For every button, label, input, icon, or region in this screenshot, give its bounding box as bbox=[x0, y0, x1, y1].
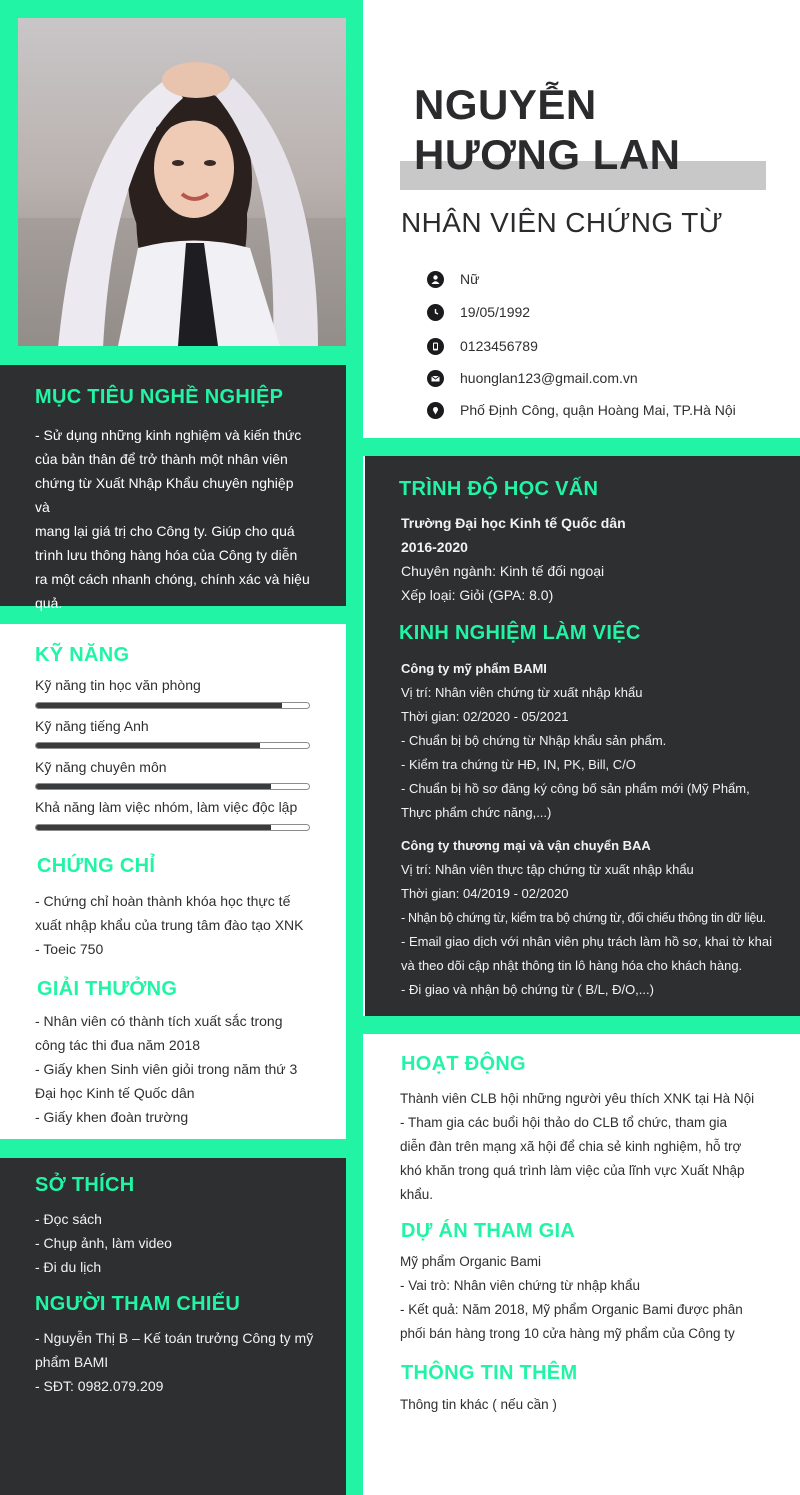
skills-title: KỸ NĂNG bbox=[35, 644, 130, 666]
name-heading bbox=[414, 80, 681, 180]
certificate-line: - Toeic 750 bbox=[35, 941, 104, 957]
career-goal-title: MỤC TIÊU NGHỀ NGHIỆP bbox=[35, 386, 284, 408]
hobby-line: - Đọc sách bbox=[35, 1211, 102, 1227]
skill-bar-fill bbox=[36, 784, 271, 789]
contact-phone-value: 0123456789 bbox=[460, 338, 538, 354]
skill-label: Kỹ năng tiếng Anh bbox=[35, 718, 149, 734]
activity-line: - Tham gia các buổi hội thảo do CLB tổ chức, tham gia bbox=[400, 1115, 727, 1130]
experience-line: Vị trí: Nhân viên chứng từ xuất nhập khẩu bbox=[401, 685, 643, 700]
contact-address-value: Phố Định Công, quận Hoàng Mai, TP.Hà Nội bbox=[460, 402, 736, 418]
reference-line: - Nguyễn Thị B – Kế toán trưởng Công ty mỹ bbox=[35, 1330, 314, 1346]
name-line-1: NGUYỄN bbox=[414, 81, 597, 128]
experience-job-1 bbox=[401, 657, 796, 825]
awards-title: GIẢI THƯỞNG bbox=[37, 978, 178, 1000]
right-divider-band-2 bbox=[363, 1016, 800, 1034]
mail-icon bbox=[427, 370, 444, 387]
experience-line: - Chuẩn bị hồ sơ đăng ký công bố sản phẩm mới (Mỹ Phẩm, bbox=[401, 781, 750, 796]
career-goal-line: - Sử dụng những kinh nghiệm và kiến thức bbox=[35, 427, 302, 443]
right-divider-band bbox=[363, 438, 800, 456]
experience-line: - Nhận bộ chứng từ, kiểm tra bộ chứng từ, đối chiếu thông tin dữ liệu. bbox=[401, 911, 766, 925]
hobbies-text bbox=[35, 1207, 172, 1279]
education-major: Chuyên ngành: Kinh tế đối ngoại bbox=[401, 563, 605, 579]
skill-label: Kỹ năng tin học văn phòng bbox=[35, 677, 201, 693]
contact-address bbox=[427, 399, 736, 421]
certificate-line: - Chứng chỉ hoàn thành khóa học thực tế bbox=[35, 893, 291, 909]
award-line: - Giấy khen Sinh viên giỏi trong năm thứ 3 bbox=[35, 1061, 298, 1077]
clock-icon bbox=[427, 304, 444, 321]
career-goal-line: của bản thân để trở thành một nhân viên bbox=[35, 451, 288, 467]
contact-gender bbox=[427, 268, 479, 290]
experience-line: Thời gian: 02/2020 - 05/2021 bbox=[401, 709, 569, 724]
experience-job-2 bbox=[401, 834, 798, 1002]
career-goal-line: trình lưu thông hàng hóa của Công ty diễn bbox=[35, 547, 298, 563]
reference-line: - SĐT: 0982.079.209 bbox=[35, 1378, 164, 1394]
skill-bar-fill bbox=[36, 703, 282, 708]
award-line: công tác thi đua năm 2018 bbox=[35, 1037, 201, 1053]
education-years: 2016-2020 bbox=[401, 539, 468, 555]
contact-email bbox=[427, 367, 638, 389]
activities-title: HOẠT ĐỘNG bbox=[401, 1053, 526, 1075]
references-title: NGƯỜI THAM CHIẾU bbox=[35, 1293, 241, 1315]
skill-bar-fill bbox=[36, 825, 271, 830]
activity-line: diễn đàn trên mạng xã hội để chia sẻ kinh nghiệm, hỗ trợ bbox=[400, 1139, 742, 1154]
career-goal-line: chứng từ Xuất Nhập Khẩu chuyên nghiệp và bbox=[35, 475, 294, 515]
contact-email-value: huonglan123@gmail.com.vn bbox=[460, 370, 638, 386]
education-title: TRÌNH ĐỘ HỌC VẤN bbox=[399, 478, 599, 500]
career-goal-line: mang lại giá trị cho Công ty. Giúp cho quá bbox=[35, 523, 295, 539]
certificates-title: CHỨNG CHỈ bbox=[37, 855, 156, 877]
activity-line: Thành viên CLB hội những người yêu thích XNK tại Hà Nội bbox=[400, 1091, 755, 1106]
award-line: - Nhân viên có thành tích xuất sắc trong bbox=[35, 1013, 283, 1029]
extra-line: Thông tin khác ( nếu cần ) bbox=[400, 1397, 557, 1412]
person-icon bbox=[427, 271, 444, 288]
education-text bbox=[401, 511, 626, 607]
phone-icon bbox=[427, 338, 444, 355]
career-goal-line: quả. bbox=[35, 595, 63, 611]
experience-line: và theo dõi cập nhật thông tin lô hàng hóa cho khách hàng. bbox=[401, 958, 743, 973]
skill-bar bbox=[35, 742, 310, 749]
activities-text bbox=[400, 1087, 790, 1207]
project-line: phối bán hàng trong 10 cửa hàng mỹ phẩm của Công ty bbox=[400, 1326, 735, 1341]
career-goal-section bbox=[0, 365, 346, 611]
experience-company: Công ty thương mại và vận chuyển BAA bbox=[401, 838, 651, 853]
experience-line: Thời gian: 04/2019 - 02/2020 bbox=[401, 886, 569, 901]
references-text bbox=[35, 1326, 325, 1398]
projects-text bbox=[400, 1250, 795, 1346]
extra-text bbox=[400, 1393, 557, 1417]
contact-dob-value: 19/05/1992 bbox=[460, 304, 531, 320]
profile-photo bbox=[18, 18, 346, 346]
contact-gender-value: Nữ bbox=[460, 271, 480, 287]
experience-line: - Kiểm tra chứng từ HĐ, IN, PK, Bill, C/O bbox=[401, 757, 636, 772]
extra-title: THÔNG TIN THÊM bbox=[401, 1362, 578, 1384]
skill-bar bbox=[35, 824, 310, 831]
experience-line: Thực phẩm chức năng,...) bbox=[401, 805, 552, 820]
reference-line: phẩm BAMI bbox=[35, 1354, 109, 1370]
certificates-text bbox=[35, 889, 315, 961]
project-line: - Kết quả: Năm 2018, Mỹ phẩm Organic Bami được phân bbox=[400, 1302, 743, 1317]
award-line: Đại học Kinh tế Quốc dân bbox=[35, 1085, 195, 1101]
career-goal-line: ra một cách nhanh chóng, chính xác và hiệu bbox=[35, 571, 310, 587]
awards-text bbox=[35, 1009, 315, 1129]
skill-bar-fill bbox=[36, 743, 260, 748]
education-school: Trường Đại học Kinh tế Quốc dân bbox=[401, 515, 626, 531]
hobby-line: - Chụp ảnh, làm video bbox=[35, 1235, 172, 1251]
skill-bar bbox=[35, 783, 310, 790]
activity-line: khó khăn trong quá trình làm việc của lĩnh vực Xuất Nhập bbox=[400, 1163, 745, 1178]
projects-title: DỰ ÁN THAM GIA bbox=[401, 1220, 576, 1242]
location-icon bbox=[427, 402, 444, 419]
experience-line: - Email giao dịch với nhân viên phụ trách làm hồ sơ, khai tờ khai bbox=[401, 934, 772, 949]
name-line-2: HƯƠNG LAN bbox=[414, 131, 681, 178]
experience-company: Công ty mỹ phẩm BAMI bbox=[401, 661, 547, 676]
project-line: - Vai trò: Nhân viên chứng từ nhập khẩu bbox=[400, 1278, 640, 1293]
profile-photo-illustration bbox=[18, 18, 346, 346]
skill-label: Khả năng làm việc nhóm, làm việc độc lập bbox=[35, 799, 298, 815]
hobbies-title: SỞ THÍCH bbox=[35, 1174, 135, 1196]
contact-phone bbox=[427, 335, 538, 357]
job-title: NHÂN VIÊN CHỨNG TỪ bbox=[401, 207, 724, 238]
activity-line: khẩu. bbox=[400, 1187, 434, 1202]
experience-line: - Chuẩn bị bộ chứng từ Nhập khẩu sản phẩm. bbox=[401, 733, 667, 748]
skill-label: Kỹ năng chuyên môn bbox=[35, 759, 167, 775]
hobby-line: - Đi du lịch bbox=[35, 1259, 102, 1275]
experience-line: - Đi giao và nhận bộ chứng từ ( B/L, Đ/O,...) bbox=[401, 982, 654, 997]
certificate-line: xuất nhập khẩu của trung tâm đào tạo XNK bbox=[35, 917, 304, 933]
career-goal-text bbox=[35, 423, 311, 615]
skill-bar bbox=[35, 702, 310, 709]
award-line: - Giấy khen đoàn trường bbox=[35, 1109, 189, 1125]
contact-dob bbox=[427, 301, 530, 323]
experience-title: KINH NGHIỆM LÀM VIỆC bbox=[399, 622, 641, 644]
education-rank: Xếp loại: Giỏi (GPA: 8.0) bbox=[401, 587, 554, 603]
experience-line: Vị trí: Nhân viên thực tập chứng từ xuất nhập khẩu bbox=[401, 862, 694, 877]
project-line: Mỹ phẩm Organic Bami bbox=[400, 1254, 542, 1269]
